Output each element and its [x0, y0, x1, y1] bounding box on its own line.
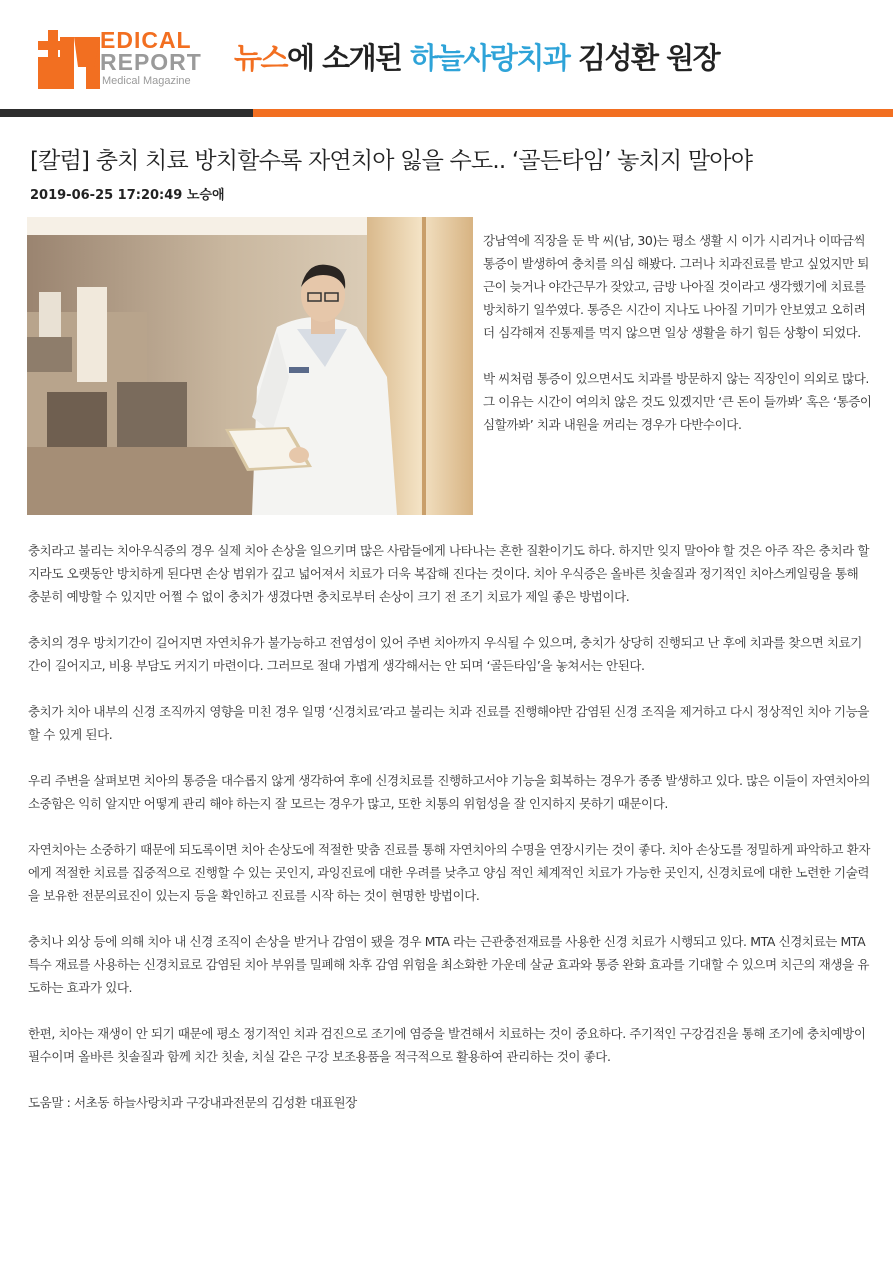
headline-part-news: 뉴스	[234, 41, 288, 75]
header-divider-dark	[0, 109, 253, 117]
intro-paragraph: 박 씨처럼 통증이 있으면서도 치과를 방문하지 않는 직장인이 의외로 많다. 그 이유는 시간이 여의치 않은 것도 있겠지만 ‘큰 돈이 들까봐’ 혹은 ‘통증이 심할까봐’ 치과 내원을 꺼리는 경우가 다반수이다.	[483, 371, 872, 432]
body-paragraph: 충치의 경우 방치기간이 길어지면 자연치유가 불가능하고 전염성이 있어 주변 치아까지 우식될 수 있으며, 충치가 상당히 진행되고 난 후에 치과를 찾으면 치료기간이 길어지고, 비용 부담도 커지기 마련이다. 그러므로 절대 가볍게 생각해서는 안 되며 ‘골든타임’을 놓쳐서는 안된다.	[28, 635, 862, 673]
article-meta: 2019-06-25 17:20:49 노승애	[30, 188, 225, 203]
body-paragraph: 우리 주변을 살펴보면 치아의 통증을 대수롭지 않게 생각하여 후에 신경치료를 진행하고서야 기능을 회복하는 경우가 종종 발생하고 있다. 많은 이들이 자연치아의 소중함은 익히 알지만 어떻게 관리 해야 하는지 잘 모르는 경우가 많고, 또한 치통의 위험성을 잘 인지하지 못하기 때문이다.	[28, 773, 871, 811]
intro-paragraph: 강남역에 직장을 둔 박 씨(남, 30)는 평소 생활 시 이가 시리거나 이따금씩 통증이 발생하여 충치를 의심 해봤다. 그러나 치과진료를 받고 싶었지만 퇴근이 늦거나 야간근무가 잦았고, 금방 나아질 것이라고 생각했기에 치료를 방치하기 일쑤였다. 통증은 시간이 지나도 나아질 기미가 안보였고 오히려 더 심각해져 진통제를 먹지 않으면 일상 생활을 하기 힘든 상황이 되었다.	[483, 233, 869, 340]
article-credit: 도움말 : 서초동 하늘사랑치과 구강내과전문의 김성환 대표원장	[28, 1095, 357, 1110]
medical-report-logo[interactable]	[38, 27, 213, 93]
body-paragraph: 자연치아는 소중하기 때문에 되도록이면 치아 손상도에 적절한 맞춤 진료를 통해 자연치아의 수명을 연장시키는 것이 좋다. 치아 손상도를 정밀하게 파악하고 환자에게 적절한 치료를 집중적으로 진행할 수 있는 곳인지, 과잉진료에 대한 우려를 낮추고 양심 적인 체계적인 치료가 가능한 곳인지, 신경치료에 대한 노련한 기술력을 보유한 전문의료진이 있는지 등을 확인하고 진료를 시작 하는 것이 현명한 방법이다.	[28, 842, 871, 903]
article-title: [칼럼] 충치 치료 방치할수록 자연치아 잃을 수도.. ‘골든타임’ 놓치지 말아야	[30, 148, 753, 174]
doctor-photo	[27, 217, 473, 515]
article-body	[28, 539, 872, 1137]
article-intro	[483, 229, 873, 459]
body-paragraph: 충치라고 불리는 치아우식증의 경우 실제 치아 손상을 일으키며 많은 사람들에게 나타나는 흔한 질환이기도 하다. 하지만 잊지 말아야 할 것은 아주 작은 충치라 할지라도 오랫동안 방치하게 된다면 손상 범위가 깊고 넓어져서 치료가 더욱 복잡해 진다는 것이다. 치아 우식증은 올바른 칫솔질과 정기적인 치아스케일링을 통해 충분히 예방할 수 있지만 어쩔 수 없이 충치가 생겼다면 충치로부터 손상이 크기 전 조기 치료가 제일 좋은 방법이다.	[28, 543, 870, 604]
logo-text-report: REPORT	[100, 49, 202, 75]
doctor-photo-illustration	[27, 217, 473, 515]
body-paragraph: 충치나 외상 등에 의해 치아 내 신경 조직이 손상을 받거나 감염이 됐을 경우 MTA 라는 근관충전재료를 사용한 신경 치료가 시행되고 있다. MTA 신경치료는 MTA 특수 재료를 사용하는 신경치료로 감염된 치아 부위를 밀폐해 차후 감염 위험을 최소화한 가운데 살균 효과와 통증 완화 효과를 기대할 수 있으며 치근의 재생을 유도하는 효과가 있다.	[28, 934, 870, 995]
medical-report-logo-mark-icon	[38, 27, 100, 89]
header-divider-orange	[253, 109, 893, 117]
page-header	[0, 0, 893, 118]
body-paragraph: 한편, 치아는 재생이 안 되기 때문에 평소 정기적인 치과 검진으로 조기에 염증을 발견해서 치료하는 것이 중요하다. 주기적인 구강검진을 통해 조기에 충치예방이 필수이며 올바른 칫솔질과 함께 치간 칫솔, 치실 같은 구강 보조용품을 적극적으로 활용하여 관리하는 것이 좋다.	[28, 1026, 866, 1064]
body-paragraph: 충치가 치아 내부의 신경 조직까지 영향을 미친 경우 일명 ‘신경치료’라고 불리는 치과 진료를 진행해야만 감염된 신경 조직을 제거하고 다시 정상적인 치아 기능을 할 수 있게 된다.	[28, 704, 870, 742]
logo-text-medical: EDICAL	[100, 27, 192, 53]
logo-text-tagline: Medical Magazine	[102, 75, 191, 87]
headline-part-featured: 에 소개된	[287, 41, 411, 75]
header-headline	[234, 36, 719, 77]
headline-part-clinic: 하늘사랑치과	[410, 41, 570, 75]
headline-part-director: 김성환 원장	[569, 41, 720, 75]
